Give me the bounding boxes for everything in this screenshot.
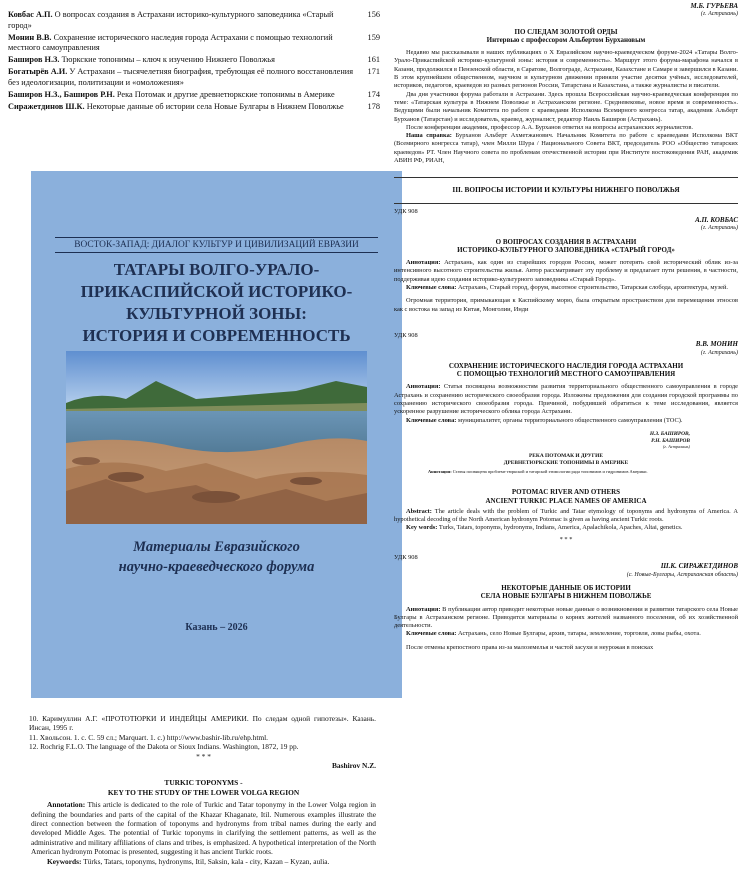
embedded-article-snippet xyxy=(394,431,738,474)
keywords-paragraph xyxy=(394,284,738,292)
udk-code: УДК 908 xyxy=(394,331,418,339)
annotation-paragraph xyxy=(394,383,738,416)
keywords-label: Ключевые слова: xyxy=(406,416,457,424)
annotation-paragraph xyxy=(31,800,376,856)
reference-item: 11. Хвольсон. 1. с. С. 59 сл.; Marquart. 1. с.) http://www.bashir-lib.ru/ehp.html. xyxy=(29,732,269,742)
cover-title-line: ИСТОРИЯ И СОВРЕМЕННОСТЬ xyxy=(82,326,351,345)
article-title-line: О ВОПРОСАХ СОЗДАНИЯ В АСТРАХАНИ xyxy=(495,237,637,246)
toc-page-number: 159 xyxy=(367,32,380,42)
separator-stars: * * * xyxy=(196,751,211,761)
toc-title: Сохранение исторического наследия города Астрахани с помощью технологий местного самоуправления xyxy=(8,32,333,53)
abstract-text: The article deals with the problem of Turkic and Tatar etymology of toponyms and hydronyms of America. A hypothetical decoding of the North American hydronym Potomac is given as having ancient Turkic roots. xyxy=(394,507,738,524)
toc-entry[interactable] xyxy=(8,102,380,113)
cover-title-line: ТАТАРЫ ВОЛГО-УРАЛО- xyxy=(113,260,320,279)
toc-page-number: 178 xyxy=(367,101,380,111)
body-paragraph: После отмены крепостного права из-за малоземелья и частой засухи и неурожая в поисках xyxy=(406,643,654,651)
body-paragraph: После конференции академик, профессор А.А. Бурханов ответил на вопросы астраханских журналистов. xyxy=(406,123,693,131)
book-cover xyxy=(31,171,402,698)
article-author: Bashirov N.Z. xyxy=(331,761,376,771)
reference-item: 12. Rochrig F.L.O. The language of the Dakota or Sioux Indians. Washington, 1872, 19 pp. xyxy=(29,742,299,752)
article-title-line: РЕКА ПОТОМАК И ДРУГИЕ xyxy=(529,453,603,460)
annotation-label: Аннотация: xyxy=(428,468,452,474)
keywords-text: Turks, Tatars, toponyms, hydronyms, Indians, America, Apalachikola, Apaches, Altai, genetics. xyxy=(437,524,683,532)
toc-entry[interactable] xyxy=(8,67,380,88)
cover-title xyxy=(41,259,392,347)
toc-entry[interactable] xyxy=(8,90,380,101)
cover-photo xyxy=(66,351,367,524)
article-title-line: СЕЛА НОВЫЕ БУЛГАРЫ В НИЖНЕМ ПОВОЛЖЬЕ xyxy=(480,592,652,601)
annotation-paragraph xyxy=(394,606,738,631)
toc-page-number: 161 xyxy=(367,55,380,65)
toc-entry[interactable] xyxy=(8,55,380,66)
body-paragraph: Два дня участники форума работали в Астрахани. Здесь прошла Всероссийская научно-краеведческая конференция по теме: «Татарская культура в Нижнем Поволжье и Астраханском регионе. Средневековье, новое время и современность». Ведущими были начальник Комитета по работе с краеведами Исполкома Всемирного конгресса татар, академик Альберт Бурханов (Татарстан) и исследователь, краевед, журналист, редактор Наиль Баширов (Астрахань). xyxy=(394,90,738,123)
annotation-paragraph xyxy=(394,259,738,284)
article-title-line: ИСТОРИКО-КУЛЬТУРНОГО ЗАПОВЕДНИКА «СТАРЫЙ ГОРОД» xyxy=(457,245,675,254)
author-place: (г. Астрахань) xyxy=(700,11,738,18)
article-title-line: С ПОМОЩЬЮ ТЕХНОЛОГИЙ МЕСТНОГО САМОУПРАВЛЕНИЯ xyxy=(456,370,676,379)
annotation-label: Аннотация: xyxy=(406,605,441,613)
keywords-text: Türks, Tatars, toponyms, hydronyms, Itil, Saksin, kala - city, Kazan – Kyzan, aulia. xyxy=(81,856,330,866)
toc-title: О вопросах создания в Астрахани историко-культурного заповедника «Старый город» xyxy=(8,10,334,30)
article-title-line: НЕКОТОРЫЕ ДАННЫЕ ОБ ИСТОРИИ xyxy=(501,583,631,592)
keywords-label: Ключевые слова: xyxy=(406,284,457,292)
annotation-label: Annotation: xyxy=(47,800,86,810)
annotation-text: This article is dedicated to the role of Turkic and Tatar toponymy in the Lower Volga region in defining the boundaries and parts of the capital of the Khazar Khaganate, Itil. Numerous examples illustrate the direct connection between the formation of toponyms and hydronyms from tribal names during the early and developed Middle Ages. The potential of Turkic toponyms in clarifying the settlement patterns, as well as the administrative and military affiliations of clans and tribes, is emphasized. A hypothetical interpretation of the North American hydronym Potomac is presented, suggesting it has ancient Turkic roots. xyxy=(31,800,376,857)
annotation-text: Статья посвящена возможностям развития территориального общественного самоуправления в городе Астрахань и сохранению исторического своеобразия города. Изложены предложения для создания городской программы по сохранению исторического своеобразия города. Причиной, побудившей обратиться к теме исследования, является ускоренное разрушение исторического облика города Астрахани. xyxy=(394,383,738,416)
abstract-label: Abstract: xyxy=(406,507,432,515)
author-place: (г. Астрахань) xyxy=(700,225,738,232)
cover-subtitle-line: Материалы Евразийского xyxy=(133,539,300,555)
author-place: (с. Новые-Булгары, Астраханская область) xyxy=(626,571,738,578)
annotation-label: Аннотация: xyxy=(406,383,441,391)
author-place: (г. Астрахань) xyxy=(700,349,738,356)
abstract-paragraph xyxy=(394,508,738,525)
article-title-line: ANCIENT TURKIC PLACE NAMES OF AMERICA xyxy=(485,496,647,505)
toc-author: Богатырёв А.И. xyxy=(8,67,68,77)
toc-title: У Астрахани – тысячелетняя биография, требующая её полного восстановления без идеологизации, политизации и «омоложения» xyxy=(8,67,354,87)
toc-title: Некоторые данные об истории села Новые Булгары в Нижнем Поволжье xyxy=(84,101,344,111)
keywords-label: Key words: xyxy=(406,524,438,532)
keywords-text: Астрахань, Старый город, форум, высотное строительство, Татарская слобода, архитектура, музей. xyxy=(456,284,728,292)
river-landscape-image xyxy=(66,351,367,524)
toc-author: Сиражетдинов Ш.К. xyxy=(8,101,85,111)
article-title: ПО СЛЕДАМ ЗОЛОТОЙ ОРДЫ xyxy=(514,27,618,36)
annotation-label: Аннотация: xyxy=(406,259,441,267)
article-title-line: POTOMAC RIVER AND OTHERS xyxy=(511,488,621,497)
toc-title: Река Потомак и другие древнетюркские топонимы в Америке xyxy=(114,89,335,99)
annotation-text: В публикации автор приводит некоторые новые данные о возникновении и развитии татарского села Новые Булгары в Астраханском регионе. Приводятся материалы о корнях жителей названного поселения, об их хозяйственной деятельности. xyxy=(394,605,738,630)
article-title-line: KEY TO THE STUDY OF THE LOWER VOLGA REGION xyxy=(107,787,300,797)
left-page-bottom xyxy=(31,714,376,866)
toc-author: Баширов Н.З., Баширов Р.Н. xyxy=(8,89,115,99)
cover-subtitle-line: научно-краеведческого форума xyxy=(118,559,315,575)
keywords-label: Ключевые слова: xyxy=(406,630,457,638)
keywords-text: муниципалитет, органы территориального общественного самоуправления (ТОС). xyxy=(456,416,683,424)
keywords-label: Keywords: xyxy=(47,856,82,866)
reference-note-label: Наша справка: xyxy=(406,132,452,140)
body-paragraph: Недавно мы рассказывали в наших публикациях о X Евразийском научно-краеведческом форуме-2024 «Татары Волго-Урало-Прикаспийской историко-культурной зоны: история и современность». Маршрут этого форума-марафона начался в Казани, продолжился в Пензенской области, в Саратове, Волгограде, Астрахани, Казахстане и Самаре и завершился в Казани. В этом крупнейшем общественном, научном и культурном движении приняли участие десятки учёных, исследователей, историков, педагогов, краеведов из разных регионов России, Татарстана и Казахстана, а также журналисты и писатели. xyxy=(394,49,738,90)
annotation-text: Статья посвящена проблеме тюркской и татарской этимологии ряда топонимов и гидронимов Америки. xyxy=(451,468,648,474)
article-title-line: СОХРАНЕНИЕ ИСТОРИЧЕСКОГО НАСЛЕДИЯ ГОРОДА АСТРАХАНИ xyxy=(448,361,684,370)
annotation-paragraph xyxy=(394,469,738,475)
cover-subtitle xyxy=(41,537,392,577)
article-title-line: ДРЕВНЕТЮРКСКИЕ ТОПОНИМЫ В АМЕРИКЕ xyxy=(503,459,629,466)
toc-entry[interactable] xyxy=(8,33,380,54)
toc-page-number: 174 xyxy=(367,89,380,99)
article-author: В.В. МОНИН xyxy=(695,340,738,349)
toc-entry[interactable] xyxy=(8,10,380,31)
cover-title-line: ПРИКАСПИЙСКОЙ ИСТОРИКО- xyxy=(80,282,353,301)
reference-note xyxy=(394,132,738,165)
article-author: М.Б. ГУРЬЕВА xyxy=(690,2,738,10)
separator-stars: * * * xyxy=(559,535,573,543)
toc-page-number: 156 xyxy=(367,10,380,19)
cover-publication-place-year: Казань – 2026 xyxy=(185,622,248,633)
article-author: А.П. КОВБАС xyxy=(695,215,738,224)
toc-author: Баширов Н.З. xyxy=(8,55,60,65)
annotation-text: Астрахань, как один из старейших городов России, может потерять свой исторический облик из-за интенсивного высотного строительства жилья. Автор рассматривает эту проблему и предлагает пути решения, в частности, поддерживая идею создания историко-культурного заповедника «Старый Город». xyxy=(394,259,738,283)
udk-code: УДК 908 xyxy=(394,554,418,562)
keywords-paragraph xyxy=(394,524,738,532)
right-page xyxy=(394,2,738,652)
keywords-paragraph xyxy=(394,417,738,425)
keywords-paragraph xyxy=(394,630,738,638)
cover-series-title: ВОСТОК-ЗАПАД: ДИАЛОГ КУЛЬТУР И ЦИВИЛИЗАЦИЙ ЕВРАЗИИ xyxy=(55,237,378,253)
article-subtitle: Интервью с профессором Альбертом Бурхановым xyxy=(486,35,646,44)
keywords-paragraph xyxy=(31,857,376,866)
body-paragraph: Огромная территория, примыкающая к Каспийскому морю, была открытым пространством для перемещения этносов как с востока на запад из Китая, Монголии, Инди xyxy=(394,297,738,313)
toc-page-number: 171 xyxy=(367,67,380,77)
keywords-text: Астрахань, село Новые Булгары, архив, татары, землеление, торговля, ловы рыбы, охота. xyxy=(456,630,701,638)
author-place: (г. Астрахань) xyxy=(662,444,690,450)
table-of-contents xyxy=(8,10,380,114)
section-heading: III. ВОПРОСЫ ИСТОРИИ И КУЛЬТУРЫ НИЖНЕГО ПОВОЛЖЬЯ xyxy=(394,177,738,203)
reference-note-text: Бурханов Альберт Ахметжанович. Начальник Комитета по работе с краеведами Исполкома ВКТ (Всемирного конгресса татар), член Милли Шура / Национального Совета ВКТ, председатель РОО «Общество татарских краеведов» РТ. Член Научного совета по проблемам отечественной истории при Институте востоковедения РАН, академик АВИН РФ, РИАН, xyxy=(394,132,738,165)
toc-author: Ковбас А.П. xyxy=(8,10,53,19)
article-author: Р.Н. БАШИРОВ xyxy=(651,437,690,444)
cover-title-line: КУЛЬТУРНОЙ ЗОНЫ: xyxy=(126,304,307,323)
article-title-line: TURKIC TOPONYMS - xyxy=(164,778,243,788)
article-author: Н.З. БАШИРОВ, xyxy=(649,430,690,437)
reference-item: 10. Каримуллин А.Г. «ПРОТОТЮРКИ И ИНДЕЙЦЫ АМЕРИКИ. По следам одной гипотезы». Казань. Инсан, 1995 г. xyxy=(29,714,376,733)
article-author: Ш.К. СИРАЖЕТДИНОВ xyxy=(660,562,738,571)
udk-code: УДК 908 xyxy=(394,207,418,215)
toc-title: Тюркские топонимы – ключ к изучению Нижнего Поволжья xyxy=(59,55,275,65)
toc-author: Монин В.В. xyxy=(8,32,52,42)
